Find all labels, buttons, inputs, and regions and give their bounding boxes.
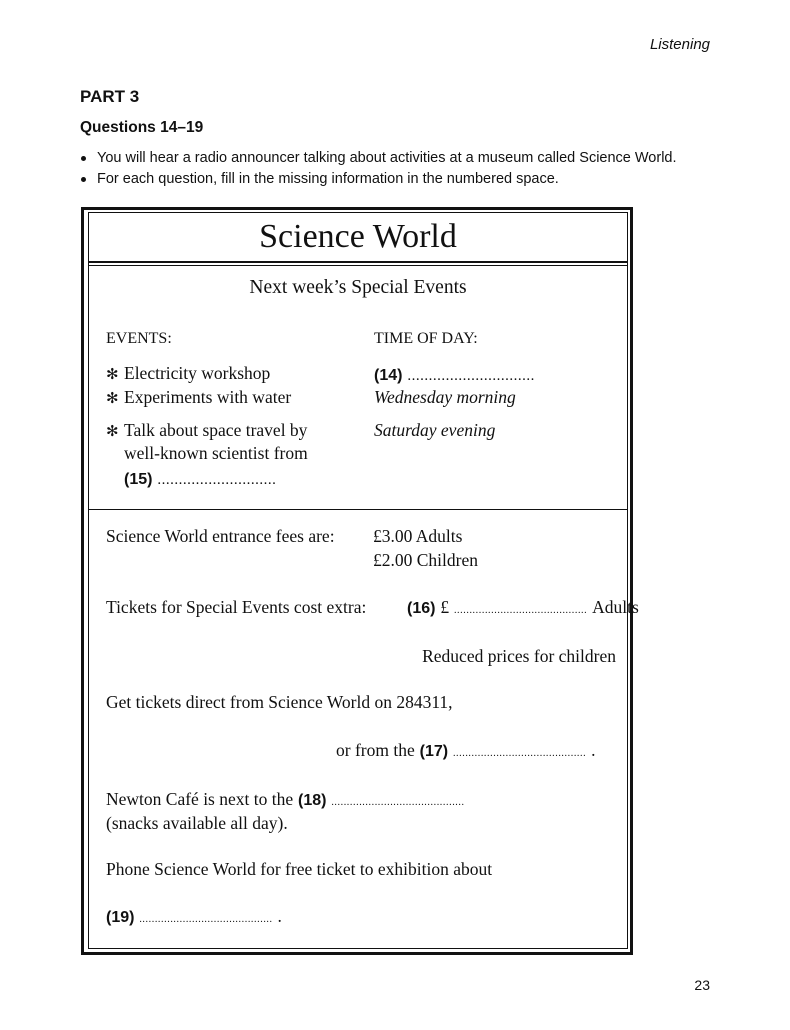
asterisk-bullet-icon: ✻ — [106, 424, 119, 440]
or-from-text: or from the — [336, 740, 415, 760]
snacks-text: (snacks available all day). — [106, 813, 288, 833]
poster-subtitle: Next week’s Special Events — [249, 277, 467, 298]
instruction-item — [80, 148, 677, 169]
event-time: Wednesday morning — [374, 387, 516, 407]
answer-blank[interactable]: ........................................... — [453, 605, 588, 616]
instruction-item — [80, 169, 677, 190]
tickets-label: Tickets for Special Events cost extra: — [106, 597, 367, 617]
phone-text: Phone Science World for free ticket to exhibition about — [106, 859, 493, 879]
event-row — [106, 420, 307, 441]
answer-blank[interactable]: .............................. — [407, 368, 535, 384]
page-number: 23 — [694, 977, 710, 993]
fee-adults: £3.00 Adults — [373, 526, 463, 546]
q15-answer[interactable] — [124, 468, 276, 489]
event-name: Electricity workshop — [124, 363, 271, 383]
title-divider — [88, 261, 628, 266]
answer-blank[interactable]: ........................................... — [139, 914, 273, 925]
bullet-icon — [81, 177, 86, 182]
event-name-line2: well-known scientist from — [124, 443, 308, 463]
asterisk-bullet-icon: ✻ — [106, 391, 119, 407]
q16-answer[interactable] — [407, 597, 639, 618]
fee-children: £2.00 Children — [373, 550, 478, 570]
poster-frame-inner — [88, 212, 628, 949]
event-time: Saturday evening — [374, 420, 496, 440]
instruction-text: For each question, fill in the missing information in the numbered space. — [97, 171, 559, 187]
event-row — [106, 363, 270, 384]
q18-answer[interactable] — [106, 789, 465, 810]
answer-blank[interactable]: ........................................... — [452, 748, 587, 759]
q17-answer[interactable] — [336, 740, 596, 761]
event-name: Experiments with water — [124, 387, 292, 407]
question-number: (17) — [419, 743, 449, 760]
asterisk-bullet-icon: ✻ — [106, 367, 119, 383]
tickets-suffix: Adults — [592, 597, 639, 617]
events-header: EVENTS: — [106, 330, 172, 347]
question-number: (18) — [297, 792, 327, 809]
time-header: TIME OF DAY: — [374, 330, 478, 347]
fees-label: Science World entrance fees are: — [106, 526, 335, 546]
event-name-line1: Talk about space travel by — [124, 420, 308, 440]
q19-answer[interactable] — [106, 906, 282, 927]
bullet-icon — [81, 156, 86, 161]
part-title: PART 3 — [80, 87, 140, 106]
events-divider — [88, 509, 628, 510]
answer-blank[interactable]: ........................................... — [331, 797, 465, 808]
answer-blank[interactable]: ............................ — [157, 472, 277, 488]
question-number: (16) — [407, 600, 436, 617]
questions-title: Questions 14–19 — [80, 119, 204, 136]
event-row — [106, 387, 291, 408]
question-number: (19) — [106, 909, 135, 926]
period: . — [277, 906, 282, 926]
section-label: Listening — [649, 36, 710, 53]
question-number: (14) — [374, 367, 403, 384]
get-tickets-text: Get tickets direct from Science World on 284311, — [106, 692, 453, 712]
currency-symbol: £ — [440, 597, 450, 617]
instruction-text: You will hear a radio announcer talking about activities at a museum called Science World. — [97, 150, 677, 166]
reduced-prices: Reduced prices for children — [422, 646, 616, 666]
period: . — [591, 740, 596, 760]
poster-title: Science World — [259, 218, 457, 255]
instructions-list — [80, 148, 677, 190]
q14-answer[interactable] — [374, 364, 535, 385]
question-number: (15) — [124, 471, 153, 488]
cafe-text: Newton Café is next to the — [106, 789, 294, 809]
